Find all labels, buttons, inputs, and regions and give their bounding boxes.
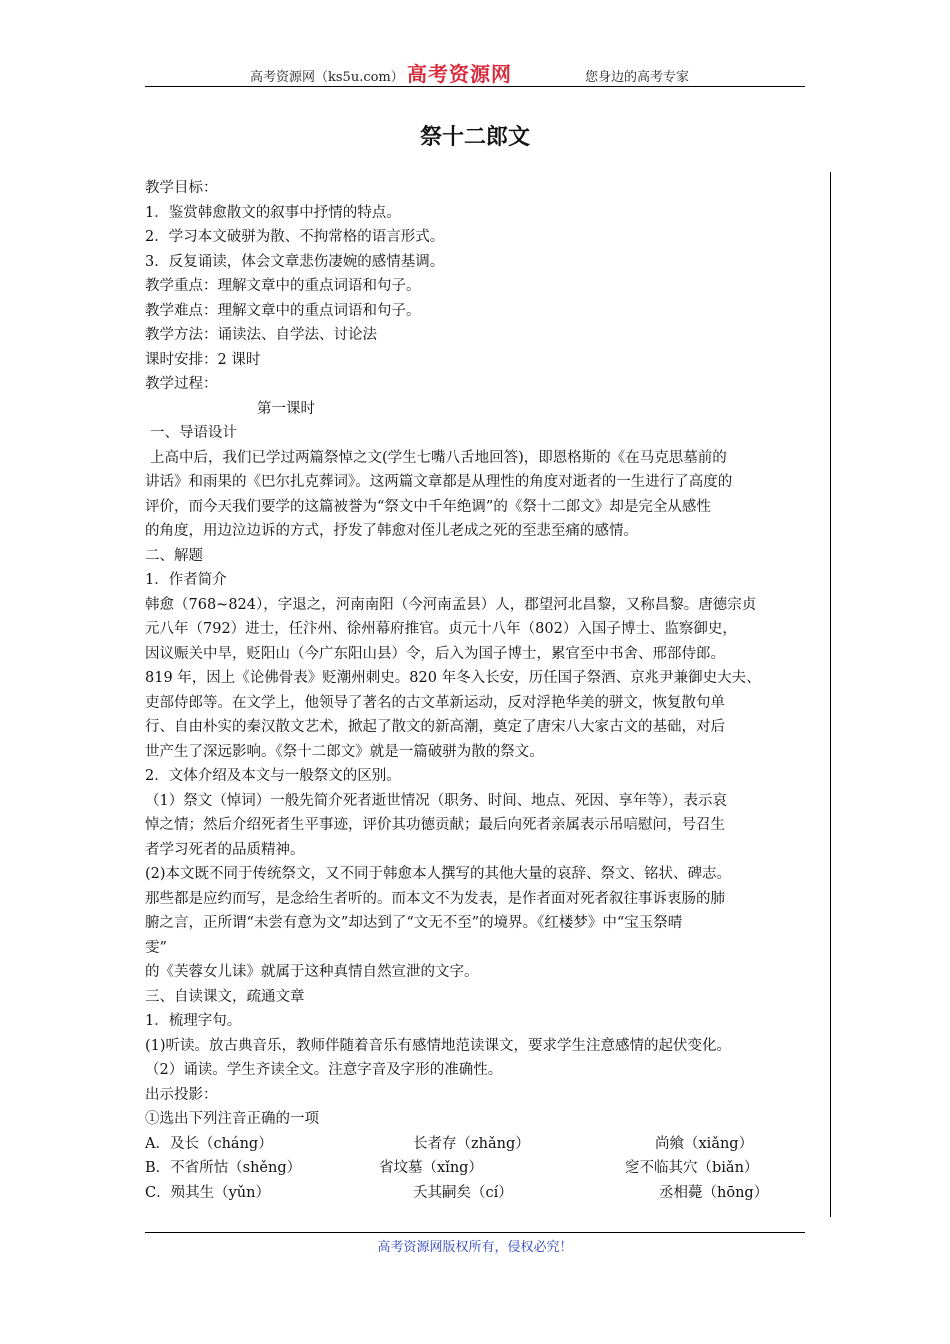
genre2-line-5: 的《芙蓉女儿诔》就属于这种真情自然宣泄的文字。: [145, 964, 479, 980]
line-objective-1: 1．鉴赏韩愈散文的叙事中抒情的特点。: [145, 204, 401, 221]
sub-sort-words: 1．梳理字句。: [145, 1013, 242, 1029]
genre2-line-2: 那些都是应约而写，是念给生者听的。而本文不为发表，是作者面对死者叙往事诉衷肠的肺: [145, 890, 725, 907]
author-line-2: 元八年（792）进士，任汴州、徐州幕府推官。贞元十八年（802）入国子博士、监察御史，: [145, 621, 737, 637]
option-c-item-3: 丞相薨（hōng）: [659, 1184, 769, 1201]
option-c: [145, 1181, 813, 1206]
read-step-2: （2）诵读。学生齐读全文。注意字音及字形的准确性。: [145, 1062, 503, 1078]
option-a-item-2: 长者存（zhǎng）: [413, 1135, 530, 1152]
option-a-item-1: A．及长（cháng）: [145, 1135, 273, 1152]
option-b-item-3: 窆不临其穴（biǎn）: [625, 1160, 759, 1176]
author-line-6: 行、自由朴实的秦汉散文艺术，掀起了散文的新高潮，奠定了唐宋八大家古文的基础，对后: [145, 719, 725, 735]
line-objective-2: 2．学习本文破骈为散、不拘常格的语言形式。: [145, 229, 445, 245]
document-title: 祭十二郎文: [419, 125, 530, 150]
document-body: [145, 176, 813, 1205]
read-step-1: (1)听读。放古典音乐，教师伴随着音乐有感情地范读课文，要求学生注意感情的起伏变化。: [145, 1037, 732, 1054]
author-line-5: 吏部侍郎等。在文学上，他领导了著名的古文革新运动，反对浮艳华美的骈文，恢复散句单: [145, 694, 725, 711]
option-b-item-2: 省坟墓（xǐng）: [379, 1160, 483, 1176]
intro-line-4: 的角度，用边泣边诉的方式，抒发了韩愈对侄儿老成之死的至悲至痛的感情。: [145, 523, 638, 539]
header-site-name: 高考资源网（ks5u.com）: [250, 70, 404, 85]
margin-rule: [830, 172, 831, 1217]
option-a-item-3: 尚飨（xiǎng）: [655, 1135, 754, 1152]
intro-line-2: 讲话》和雨果的《巴尔扎克葬词》。这两篇文章都是从理性的角度对逝者的一生进行了高度的: [145, 474, 733, 490]
author-line-1: 韩愈（768~824），字退之，河南南阳（今河南孟县）人，郡望河北昌黎，又称昌黎。唐德宗贞: [145, 596, 757, 613]
line-methods: 教学方法：诵读法、自学法、讨论法: [145, 327, 377, 343]
genre1-line-1: （1）祭文（悼词）一般先简介死者逝世情况（职务、时间、地点、死因、享年等），表示哀: [145, 792, 727, 809]
option-b-item-1: B．不省所怙（shěng）: [145, 1160, 302, 1176]
intro-line-3: 评价，而今天我们要学的这篇被誉为“祭文中千年绝调”的《祭十二郎文》却是完全从感性: [145, 498, 711, 515]
page-header: [145, 62, 805, 87]
line-difficulties: 教学难点：理解文章中的重点词语和句子。: [145, 302, 421, 319]
line-process: 教学过程：: [145, 376, 218, 392]
option-c-item-2: 夭其嗣矣（cí）: [413, 1184, 513, 1201]
line-key-points: 教学重点：理解文章中的重点词语和句子。: [145, 278, 421, 294]
option-c-item-1: C．殒其生（yǔn）: [145, 1184, 270, 1201]
header-slogan: 您身边的高考专家: [585, 70, 690, 85]
author-line-3: 因议赈关中旱，贬阳山（今广东阳山县）令，后入为国子博士，累官至中书舍、邢部侍郎。: [145, 645, 725, 662]
footer-rule: [145, 1232, 805, 1233]
projection-label: 出示投影：: [145, 1086, 218, 1103]
lesson-heading: 第一课时: [257, 400, 315, 417]
sub-genre: 2．文体介绍及本文与一般祭文的区别。: [145, 768, 401, 784]
section-self-reading: 三、自读课文，疏通文章: [145, 988, 305, 1005]
option-a: [145, 1132, 813, 1157]
genre2-line-3: 腑之言，正所谓“未尝有意为文”却达到了“文无不至”的境界。《红楼梦》中“宝玉祭晴: [145, 915, 683, 931]
author-line-7: 世产生了深远影响。《祭十二郎文》就是一篇破骈为散的祭文。: [145, 743, 544, 760]
line-objective-3: 3．反复诵读，体会文章悲伤凄婉的感情基调。: [145, 253, 445, 270]
line-objectives-heading: 教学目标：: [145, 180, 218, 196]
author-line-4: 819 年，因上《论佛骨表》贬潮州刺史。820 年冬入长安，历任国子祭酒、京兆尹兼御史大夫、: [145, 670, 761, 686]
question-1: ①选出下列注音正确的一项: [145, 1111, 319, 1127]
genre1-line-2: 悼之情；然后介绍死者生平事迹，评价其功德贡献；最后向死者亲属表示吊唁慰问，号召生: [145, 817, 725, 833]
line-schedule: 课时安排：2 课时: [145, 351, 261, 368]
intro-line-1: 上高中后，我们已学过两篇祭悼之文(学生七嘴八舌地回答)，即恩格斯的《在马克思墓前的: [150, 449, 727, 466]
option-b: [145, 1156, 813, 1181]
genre1-line-3: 者学习死者的品质精神。: [145, 841, 305, 858]
page-footer: 高考资源网版权所有，侵权必究！: [377, 1240, 573, 1255]
section-title-analysis: 二、解题: [145, 547, 203, 564]
header-logo: 高考资源网: [407, 62, 512, 86]
genre2-line-1: (2)本文既不同于传统祭文，又不同于韩愈本人撰写的其他大量的哀辞、祭文、铭状、碑志。: [145, 866, 732, 882]
genre2-line-4: 雯”: [145, 939, 167, 956]
sub-author-intro: 1．作者简介: [145, 572, 227, 588]
section-intro-heading: 一、导语设计: [150, 425, 237, 441]
